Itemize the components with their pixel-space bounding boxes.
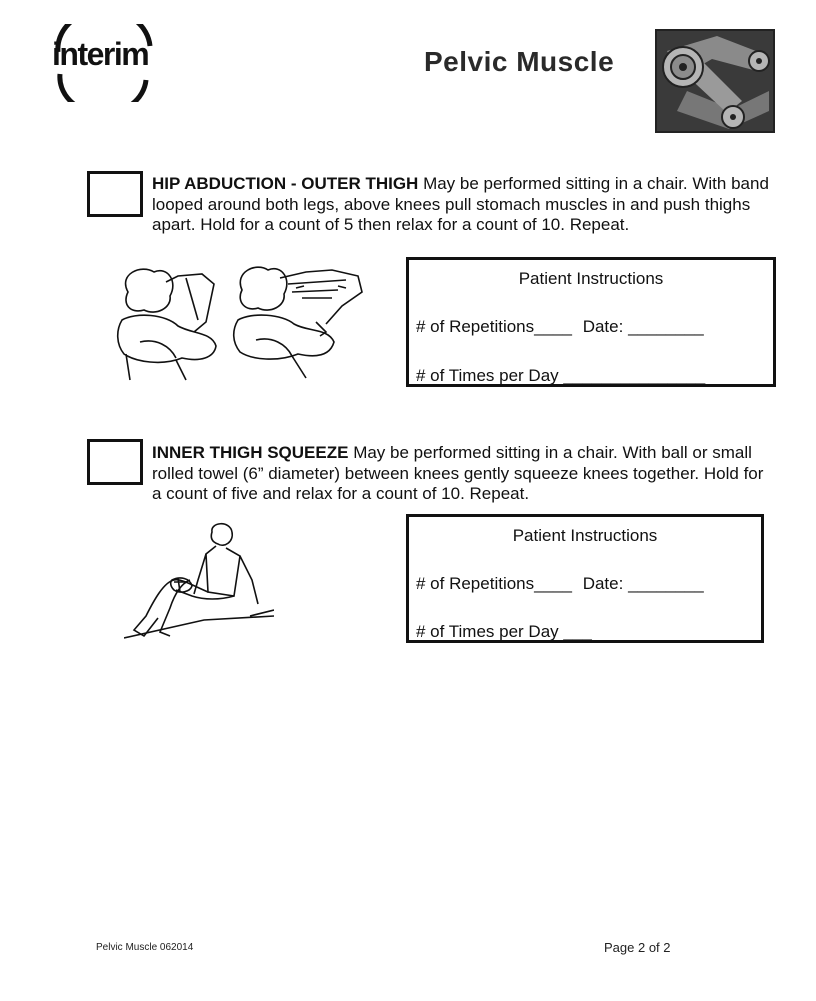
inner-thigh-squeeze-illustration [124,520,274,644]
date-field[interactable]: ________ [628,317,704,336]
exercise-2-text: May be performed sitting in a chair. With ball or small rolled towel (6” diameter) between knees gently squeeze knees together. Hold for a count of five and relax for a count of 10. Repeat. [152,443,764,503]
repetitions-field[interactable]: ____ [534,317,572,336]
repetitions-field[interactable]: ____ [534,574,572,593]
exercise-1-checkbox[interactable] [87,171,143,217]
page-number: Page 2 of 2 [604,940,671,955]
interim-logo [50,24,166,102]
instructions-title: Patient Instructions [518,269,664,288]
page-title: Pelvic Muscle [424,46,615,77]
logo-text: interim [52,36,149,72]
exercise-1-name: HIP ABDUCTION - OUTER THIGH [152,174,419,193]
document-code: Pelvic Muscle 062014 [96,942,194,953]
exercise-2-instructions-box [406,514,764,643]
exercise-1-text: May be performed sitting in a chair. With band looped around both legs, above knees pull stomach muscles in and push thighs apart. Hold for a count of 5 then relax for a count of 10. Repeat. [152,174,769,234]
exercise-1-instructions-box [406,257,776,387]
times-per-day-row [416,622,592,642]
times-per-day-label: # of Times per Day [416,366,559,385]
repetitions-label: # of Repetitions [416,317,535,336]
repetitions-label: # of Repetitions [416,574,535,593]
exercise-2-name: INNER THIGH SQUEEZE [152,443,349,462]
instructions-title: Patient Instructions [512,526,658,545]
date-field[interactable]: ________ [628,574,704,593]
repetitions-row [416,317,704,337]
hip-abduction-illustration [106,262,368,386]
times-per-day-field[interactable]: _______________ [563,366,706,385]
exercise-2-description [152,443,772,505]
times-per-day-field[interactable]: ___ [563,622,592,641]
date-label: Date: [582,317,624,336]
exercise-1-description [152,174,772,236]
times-per-day-label: # of Times per Day [416,622,559,641]
exercise-2-checkbox[interactable] [87,439,143,485]
pelvic-equipment-image [655,29,775,133]
date-label: Date: [582,574,624,593]
repetitions-row [416,574,704,594]
times-per-day-row [416,366,705,386]
